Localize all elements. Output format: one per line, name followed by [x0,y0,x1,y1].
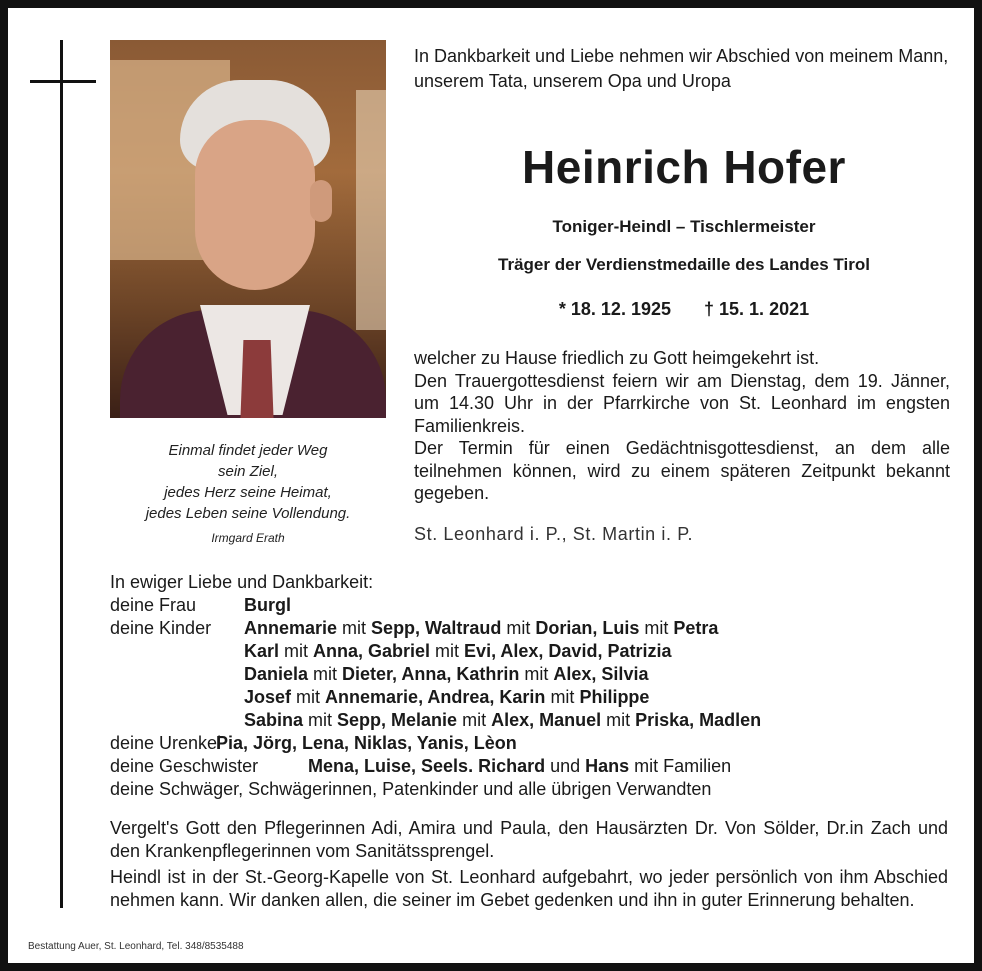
family-list [110,571,950,801]
birth-date: * 18. 12. 1925 [558,299,671,319]
family-member-name: Sepp, Melanie [337,710,458,730]
death-date: † 15. 1. 2021 [704,299,810,319]
family-member-name: Daniela [244,664,309,684]
connector-text: mit [308,664,343,684]
quote-line: sein Ziel, [217,463,279,480]
places-line: St. Leonhard i. P., St. Martin i. P. [414,524,694,544]
wife-name: Burgl [244,595,291,615]
siblings-names [308,755,731,778]
life-dates [414,299,954,320]
deceased-name: Heinrich Hofer [522,141,846,193]
connector-text: mit [279,641,314,661]
announcement-text [414,347,950,505]
family-member-name: Josef [244,687,292,707]
greatgrandchildren-names: Pia, Jörg, Lena, Niklas, Yanis, Lèon [216,733,517,753]
greatgrandchildren-label: deine Urenkel [110,733,222,753]
thanks-paragraph: Vergelt's Gott den Pflegerinnen Adi, Amira und Paula, den Hausärzten Dr. Von Sölder, Dr.in Zach und den Krankenpflegerinnen vom Sanitätssprengel. [110,818,948,861]
family-member-name: Dieter, Anna, Kathrin [342,664,520,684]
quote-line: Einmal findet jeder Weg [168,442,328,459]
family-member-name: Philippe [579,687,650,707]
family-member-name: Evi, Alex, David, Patrizia [464,641,672,661]
announcement-paragraph: Den Trauergottesdienst feiern wir am Dienstag, dem 19. Jänner, um 14.30 Uhr in der Pfarrkirche von St. Leonhard im engsten Familienkreis. [414,370,950,436]
quote-line: jedes Herz seine Heimat, [164,484,332,501]
announcement-paragraph: Der Termin für einen Gedächtnisgottesdienst, an dem alle teilnehmen können, wird zu einem späteren Zeitpunkt bekannt gegeben. [414,438,950,503]
siblings-b: Hans [585,756,630,776]
connector-text: mit [457,710,492,730]
connector-text: mit [519,664,554,684]
connector-text: mit [337,618,372,638]
family-heading: In ewiger Liebe und Dankbarkeit: [110,572,374,592]
family-member-name: Priska, Madlen [635,710,762,730]
family-member-name: Anna, Gabriel [313,641,431,661]
thanks-text [110,817,948,915]
connector-text: mit [303,710,338,730]
family-member-name: Sepp, Waltraud [371,618,502,638]
children-row [244,686,649,709]
intro-text: In Dankbarkeit und Liebe nehmen wir Abschied von meinem Mann, unserem Tata, unserem Opa und Uropa [414,46,949,91]
connector-text: mit [291,687,326,707]
wife-label: deine Frau [110,595,197,615]
connector-text: mit [639,618,674,638]
family-member-name: Sabina [244,710,304,730]
nickname-line: Toniger-Heindl – Tischlermeister [552,217,816,236]
children-label: deine Kinder [110,618,212,638]
family-member-name: Dorian, Luis [535,618,640,638]
siblings-a: Mena, Luise, Seels. Richard [308,756,546,776]
family-member-name: Annemarie [244,618,338,638]
cross-icon-bar [30,80,96,83]
children-row [244,663,648,686]
family-member-name: Annemarie, Andrea, Karin [325,687,546,707]
honor-line: Träger der Verdienstmedaille des Landes Tirol [498,255,870,274]
connector-text: mit [430,641,465,661]
siblings-tail: mit Familien [629,756,732,776]
connector-text: mit [601,710,636,730]
connector-text: mit [545,687,580,707]
portrait-photo [110,40,386,418]
siblings-and: und [545,756,586,776]
children-row [244,640,671,663]
siblings-label: deine Geschwister [110,756,259,776]
memorial-quote [110,440,386,549]
thanks-paragraph: Heindl ist in der St.-Georg-Kapelle von St. Leonhard aufgebahrt, wo jeder persönlich von ihm Abschied nehmen kann. Wir danken allen, die seiner im Gebet gedenken und ihn in guter Erinnerung behalten. [110,867,948,910]
funeral-home-credit: Bestattung Auer, St. Leonhard, Tel. 348/8535488 [28,941,244,952]
family-member-name: Karl [244,641,280,661]
children-row [244,709,761,732]
announcement-paragraph: welcher zu Hause friedlich zu Gott heimgekehrt ist. [414,348,820,368]
cross-icon [60,40,63,908]
family-member-name: Alex, Silvia [553,664,649,684]
family-member-name: Alex, Manuel [491,710,602,730]
family-member-name: Petra [673,618,719,638]
quote-author: Irmgard Erath [211,531,285,545]
inlaws-line: deine Schwäger, Schwägerinnen, Patenkinder und alle übrigen Verwandten [110,779,712,799]
children-row [244,617,718,640]
quote-line: jedes Leben seine Vollendung. [145,505,351,522]
connector-text: mit [501,618,536,638]
